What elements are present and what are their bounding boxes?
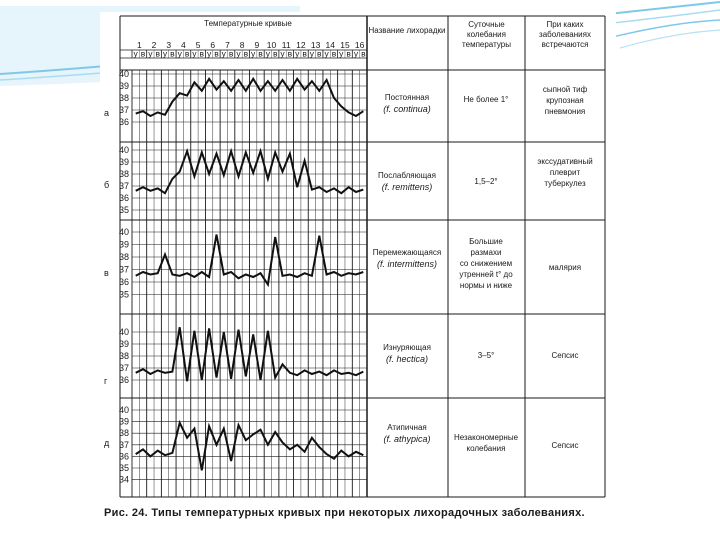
evening-mark: в bbox=[331, 48, 337, 59]
fever-row bbox=[104, 220, 581, 314]
temperature-tick: 40 bbox=[118, 145, 129, 155]
temperature-tick: 36 bbox=[118, 193, 129, 203]
day-number: 11 bbox=[281, 40, 291, 50]
disease: плеврит bbox=[549, 168, 581, 177]
day-number: 7 bbox=[225, 40, 230, 50]
morning-mark: у bbox=[162, 48, 168, 59]
fever-row bbox=[104, 314, 579, 398]
disease: Сепсис bbox=[551, 351, 579, 360]
disease: экссудативный bbox=[537, 157, 593, 166]
day-number: 13 bbox=[310, 40, 321, 50]
table-frame bbox=[120, 16, 605, 497]
day-number: 2 bbox=[151, 40, 157, 50]
row-letter: г bbox=[104, 376, 108, 386]
morning-mark: у bbox=[324, 48, 329, 59]
diseases-header bbox=[527, 20, 603, 66]
morning-mark: у bbox=[148, 48, 153, 59]
disease: пневмония bbox=[544, 107, 586, 116]
temperature-tick: 40 bbox=[118, 405, 129, 415]
fever-latin-name: (f. remittens) bbox=[381, 182, 433, 192]
morning-mark: у bbox=[192, 48, 197, 59]
temperature-tick: 38 bbox=[118, 169, 129, 179]
evening-mark: в bbox=[170, 48, 175, 59]
daily-fluctuation: Незакономерные bbox=[453, 433, 519, 442]
day-number: 6 bbox=[210, 40, 216, 50]
row-letter: в bbox=[104, 268, 109, 278]
fluctuation-header bbox=[450, 20, 523, 66]
temperature-tick: 38 bbox=[118, 351, 129, 361]
fever-name-header-line: Название лихорадки bbox=[368, 26, 446, 35]
evening-mark: в bbox=[155, 48, 160, 59]
morning-mark: у bbox=[133, 48, 138, 59]
temperature-tick: 36 bbox=[118, 375, 129, 385]
temperature-tick: 39 bbox=[118, 81, 129, 91]
temperature-tick: 37 bbox=[118, 363, 129, 373]
fever-name: Постоянная bbox=[384, 93, 430, 102]
evening-mark: в bbox=[184, 48, 190, 59]
chart-title-header: Температурные кривые bbox=[204, 19, 292, 28]
daily-fluctuation: со снижением bbox=[459, 259, 513, 268]
fluctuation-header-text: Суточные колебания температуры bbox=[462, 20, 511, 49]
temperature-tick: 35 bbox=[118, 205, 129, 215]
row-letter: а bbox=[104, 108, 110, 118]
evening-mark: в bbox=[287, 48, 293, 59]
row-letter: д bbox=[104, 438, 110, 448]
fever-name: Атипичная bbox=[387, 423, 427, 432]
morning-mark: у bbox=[251, 48, 256, 59]
morning-mark: у bbox=[265, 48, 270, 59]
fever-latin-name: (f. hectica) bbox=[385, 354, 429, 364]
morning-mark: у bbox=[280, 48, 285, 59]
fever-name: Перемежающаяся bbox=[372, 248, 442, 257]
day-number: 3 bbox=[166, 40, 172, 50]
fever-name: Изнуряющая bbox=[383, 343, 431, 352]
morning-mark: у bbox=[206, 48, 212, 59]
day-number: 9 bbox=[254, 40, 260, 50]
temperature-tick: 39 bbox=[118, 339, 129, 349]
temperature-tick: 35 bbox=[118, 289, 129, 300]
fever-rows bbox=[104, 69, 593, 497]
day-number: 12 bbox=[296, 40, 306, 50]
evening-mark: в bbox=[243, 48, 249, 59]
temperature-tick: 37 bbox=[118, 439, 129, 450]
temperature-tick: 39 bbox=[118, 416, 129, 427]
disease: крупозная bbox=[546, 96, 584, 105]
daily-fluctuation: нормы и ниже bbox=[459, 281, 513, 290]
fever-latin-name: (f. athypica) bbox=[383, 434, 431, 444]
disease: Сепсис bbox=[551, 441, 579, 450]
fever-name: Послабляющая bbox=[378, 171, 436, 180]
morning-mark: у bbox=[309, 48, 315, 59]
day-number: 5 bbox=[195, 40, 201, 50]
temperature-tick: 37 bbox=[118, 181, 129, 191]
daily-fluctuation: размахи bbox=[470, 248, 502, 257]
morning-mark: у bbox=[353, 48, 359, 59]
morning-mark: у bbox=[177, 48, 182, 59]
document-page bbox=[100, 12, 616, 526]
fever-name-header bbox=[368, 26, 445, 35]
evening-mark: в bbox=[346, 48, 351, 59]
morning-mark: у bbox=[295, 48, 300, 59]
day-number: 1 bbox=[136, 40, 142, 50]
fever-row bbox=[104, 398, 579, 497]
temperature-tick: 36 bbox=[118, 117, 129, 127]
fever-row bbox=[104, 142, 593, 220]
temperature-tick: 38 bbox=[118, 93, 129, 103]
daily-fluctuation: утренней t° до bbox=[459, 270, 513, 279]
fever-latin-name: (f. continua) bbox=[383, 104, 431, 114]
disease: малярия bbox=[548, 263, 582, 272]
evening-mark: в bbox=[214, 48, 219, 59]
temperature-tick: 39 bbox=[118, 157, 129, 167]
fever-types-figure bbox=[100, 12, 616, 526]
evening-mark: в bbox=[361, 48, 366, 59]
day-number: 16 bbox=[354, 40, 365, 50]
evening-mark: в bbox=[302, 48, 307, 59]
row-letter: б bbox=[104, 180, 110, 190]
day-number: 4 bbox=[181, 40, 186, 50]
morning-mark: у bbox=[339, 48, 344, 59]
temperature-tick: 38 bbox=[118, 428, 129, 439]
daily-fluctuation: 3–5° bbox=[477, 351, 495, 360]
temperature-tick: 40 bbox=[118, 69, 129, 79]
day-number: 8 bbox=[239, 40, 245, 50]
evening-mark: в bbox=[199, 48, 205, 59]
evening-mark: в bbox=[272, 48, 278, 59]
temperature-tick: 36 bbox=[118, 277, 129, 287]
figure-caption: Рис. 24. Типы температурных кривых при некоторых лихорадочных заболеваниях. bbox=[104, 507, 585, 519]
temperature-tick: 40 bbox=[118, 327, 129, 337]
temperature-tick: 40 bbox=[118, 227, 129, 237]
temperature-tick: 35 bbox=[118, 463, 129, 473]
evening-mark: в bbox=[228, 48, 234, 59]
evening-mark: в bbox=[140, 48, 146, 59]
disease: сыпной тиф bbox=[542, 85, 588, 94]
day-number: 14 bbox=[325, 40, 336, 50]
morning-mark: у bbox=[221, 48, 226, 59]
fever-row bbox=[104, 69, 588, 142]
daily-fluctuation: колебания bbox=[466, 444, 506, 453]
day-number: 15 bbox=[340, 40, 350, 50]
temperature-tick: 37 bbox=[118, 264, 129, 275]
temperature-tick: 34 bbox=[118, 474, 129, 485]
temperature-tick: 36 bbox=[118, 451, 129, 462]
fever-latin-name: (f. intermittens) bbox=[376, 259, 438, 269]
daily-fluctuation: 1,5–2° bbox=[474, 177, 498, 186]
daily-fluctuation: Большие bbox=[469, 237, 503, 246]
daily-fluctuation: Не более 1° bbox=[463, 95, 509, 104]
morning-mark: у bbox=[236, 48, 241, 59]
diseases-header-text: При каких заболеваниях встречаются bbox=[539, 20, 591, 49]
evening-mark: в bbox=[317, 48, 322, 59]
evening-mark: в bbox=[258, 48, 263, 59]
day-number: 10 bbox=[266, 40, 277, 50]
disease: туберкулез bbox=[544, 179, 586, 188]
temperature-tick: 37 bbox=[118, 105, 129, 115]
temperature-tick: 39 bbox=[118, 239, 129, 250]
temperature-tick: 38 bbox=[118, 252, 129, 262]
